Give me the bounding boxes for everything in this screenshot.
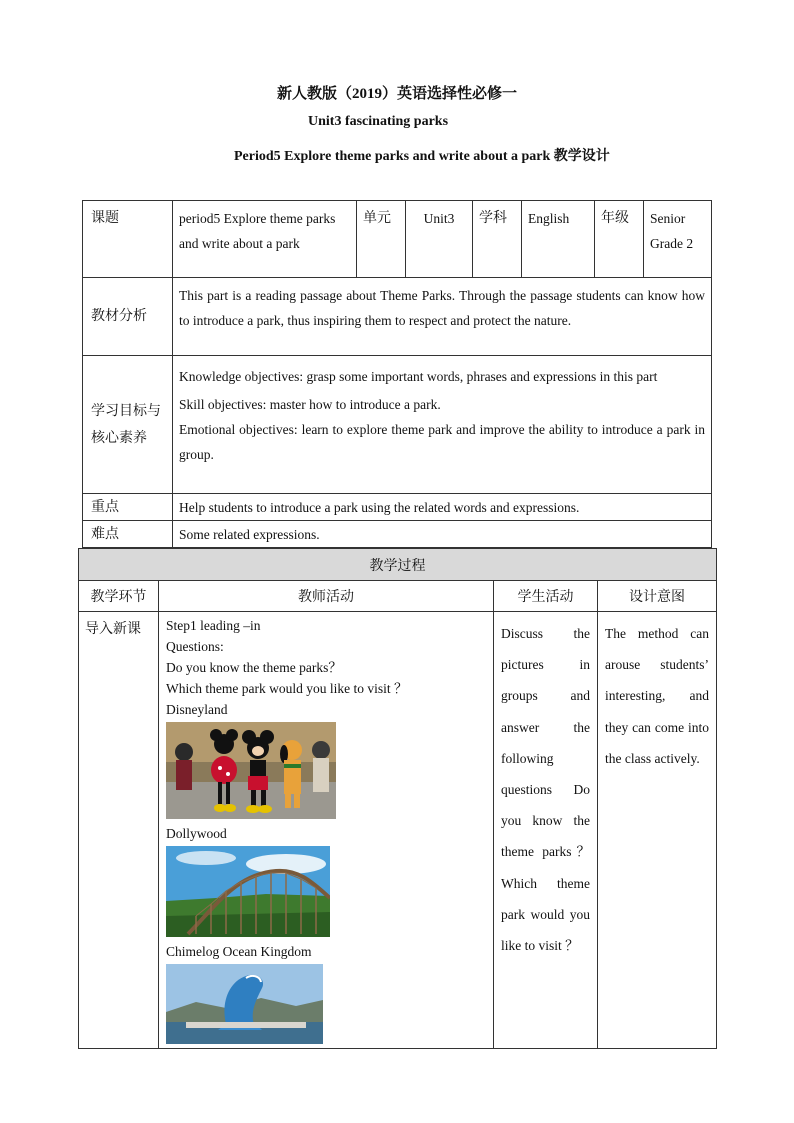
grade-label: 年级 — [595, 201, 644, 278]
objectives-row — [83, 356, 712, 494]
period-title: Period5 Explore theme parks and write about a park 教学设计 — [234, 149, 610, 164]
section-label: 导入新课 — [79, 612, 159, 1049]
chimelong-photo — [166, 964, 323, 1044]
column-header-student: 学生活动 — [494, 581, 598, 612]
subject-label: 学科 — [473, 201, 522, 278]
student-activity: Discuss the pictures in groups and answer the following questions Do you know the theme parks？ Which theme park would you like to visit ？ — [494, 612, 598, 1049]
topic-row — [83, 201, 712, 278]
teaching-process-table — [78, 548, 717, 1049]
design-intent: The method can arouse students’ interesting, and they can come into the class actively. — [598, 612, 717, 1049]
subject-value: English — [522, 201, 595, 278]
lesson-info-table — [82, 200, 712, 548]
unit-label: 单元 — [357, 201, 406, 278]
key-label: 重点 — [83, 494, 173, 521]
park-name-dollywood: Dollywood — [166, 826, 227, 841]
lead-in-row — [79, 612, 717, 1049]
document-title: 新人教版（2019）英语选择性必修一 — [276, 86, 517, 102]
question-2: Which theme park would you like to visit ？ — [166, 681, 408, 696]
objectives-label: 学习目标与核心素养 — [83, 356, 173, 494]
unit-value: Unit3 — [406, 201, 473, 278]
objectives-cell — [173, 356, 712, 494]
topic-label: 课题 — [83, 201, 173, 278]
material-value: This part is a reading passage about Theme Parks. Through the passage students can know how to introduce a park, thus inspiring them to respect and protect the nature. — [173, 278, 712, 356]
column-header-intent: 设计意图 — [598, 581, 717, 612]
column-header-row — [79, 581, 717, 612]
difficult-label: 难点 — [83, 521, 173, 548]
key-value: Help students to introduce a park using the related words and expressions. — [173, 494, 712, 521]
difficult-value: Some related expressions. — [173, 521, 712, 548]
park-name-disneyland: Disneyland — [166, 702, 228, 717]
key-row — [83, 494, 712, 521]
teacher-activity-cell — [159, 612, 494, 1049]
process-title-row — [79, 549, 717, 581]
question-1: Do you know the theme parks？ — [166, 660, 342, 675]
difficult-row — [83, 521, 712, 548]
column-header-teacher: 教师活动 — [159, 581, 494, 612]
disneyland-photo — [166, 722, 336, 819]
park-name-chimelong: Chimelog Ocean Kingdom — [166, 944, 312, 959]
topic-value: period5 Explore theme parks and write about a park — [173, 201, 357, 278]
column-header-stage: 教学环节 — [79, 581, 159, 612]
material-label: 教材分析 — [83, 278, 173, 356]
emotional-objective: Emotional objectives: learn to explore theme park and improve the ability to introduce a park in group. — [179, 422, 705, 462]
grade-value: Senior Grade 2 — [644, 201, 712, 278]
skill-objective: Skill objectives: master how to introduce a park. — [179, 397, 441, 412]
unit-title: Unit3 fascinating parks — [308, 114, 449, 129]
material-row — [83, 278, 712, 356]
step-title: Step1 leading –in — [166, 618, 261, 633]
process-title: 教学过程 — [79, 549, 717, 581]
dollywood-photo — [166, 846, 330, 937]
questions-label: Questions: — [166, 639, 224, 654]
knowledge-objective: Knowledge objectives: grasp some important words, phrases and expressions in this part — [179, 369, 658, 384]
